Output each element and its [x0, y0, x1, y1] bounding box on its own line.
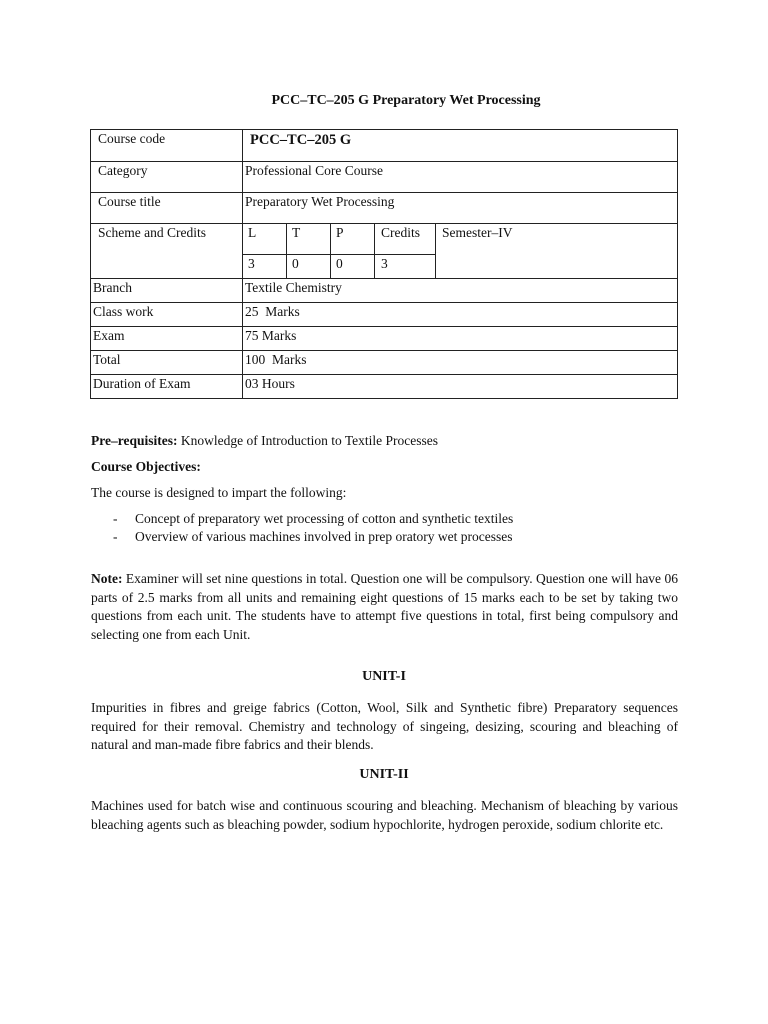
note-label: Note: [91, 571, 123, 586]
page-title: PCC–TC–205 G Preparatory Wet Processing [271, 93, 541, 108]
note-text: Examiner will set nine questions in total. Question one will be compulsory. Question one will have 06 parts of 2.5 marks from all units and remaining eight questions of 15 marks each to be set by taking two questions from each unit. The students have to attempt five questions in total, first being compulsory and selecting one from each Unit. [91, 571, 678, 642]
total-value: 100 Marks [243, 351, 678, 375]
unit-1-text: Impurities in fibres and greige fabrics (Cotton, Wool, Silk and Synthetic fibre) Preparatory sequences required for their removal. Chemistry and technology of singeing, desizing, scouring and bleaching of natural and man-made fibre fabrics and their blends. [91, 700, 678, 752]
objectives-list-wrapper [91, 510, 678, 546]
list-item [91, 510, 678, 528]
scheme-value-p: 0 [331, 255, 375, 279]
unit-2-text: Machines used for batch wise and continuous scouring and bleaching. Mechanism of bleaching by various bleaching agents such as bleaching powder, sodium hypochlorite, hydrogen peroxide, sodium chlorite etc. [91, 798, 678, 832]
scheme-value-credits: 3 [375, 255, 436, 279]
category-value: Professional Core Course [243, 162, 678, 193]
table-row-duration [91, 375, 678, 399]
branch-label: Branch [91, 279, 243, 303]
exam-label: Exam [91, 327, 243, 351]
scheme-value-l: 3 [243, 255, 287, 279]
course-info-table [90, 129, 678, 399]
table-row-scheme-headers [91, 224, 678, 255]
scheme-header-t: T [287, 224, 331, 255]
list-bullet: - [113, 529, 118, 544]
course-title-label: Course title [91, 193, 243, 224]
classwork-value: 25 Marks [243, 303, 678, 327]
table-row-exam [91, 327, 678, 351]
unit-2-heading: UNIT-II [359, 767, 409, 782]
unit-1-heading: UNIT-I [362, 669, 406, 684]
table-row-total [91, 351, 678, 375]
course-code-value: PCC–TC–205 G [243, 130, 678, 162]
objectives-intro: The course is designed to impart the following: [91, 485, 347, 500]
table-row-category [91, 162, 678, 193]
table-row-classwork [91, 303, 678, 327]
prerequisites-label: Pre–requisites: [91, 433, 178, 448]
course-title-value: Preparatory Wet Processing [243, 193, 678, 224]
list-item-text: Overview of various machines involved in prep oratory wet processes [135, 529, 513, 544]
list-item-text: Concept of preparatory wet processing of cotton and synthetic textiles [135, 511, 514, 526]
branch-value: Textile Chemistry [243, 279, 678, 303]
note-paragraph [91, 570, 678, 644]
scheme-header-p: P [331, 224, 375, 255]
table-row-course-title [91, 193, 678, 224]
prerequisites-text: Knowledge of Introduction to Textile Processes [177, 433, 438, 448]
objectives-heading: Course Objectives: [91, 459, 201, 474]
objectives-list [91, 510, 678, 546]
course-code-label: Course code [91, 130, 243, 162]
semester-value: Semester–IV [436, 224, 678, 279]
scheme-header-l: L [243, 224, 287, 255]
list-item [91, 528, 678, 546]
duration-value: 03 Hours [243, 375, 678, 399]
list-bullet: - [113, 511, 118, 526]
table-row-course-code [91, 130, 678, 162]
classwork-label: Class work [91, 303, 243, 327]
total-label: Total [91, 351, 243, 375]
category-label: Category [91, 162, 243, 193]
prerequisites [91, 432, 678, 451]
exam-value: 75 Marks [243, 327, 678, 351]
scheme-value-t: 0 [287, 255, 331, 279]
table-row-branch [91, 279, 678, 303]
scheme-label: Scheme and Credits [91, 224, 243, 279]
scheme-header-credits: Credits [375, 224, 436, 255]
duration-label: Duration of Exam [91, 375, 243, 399]
